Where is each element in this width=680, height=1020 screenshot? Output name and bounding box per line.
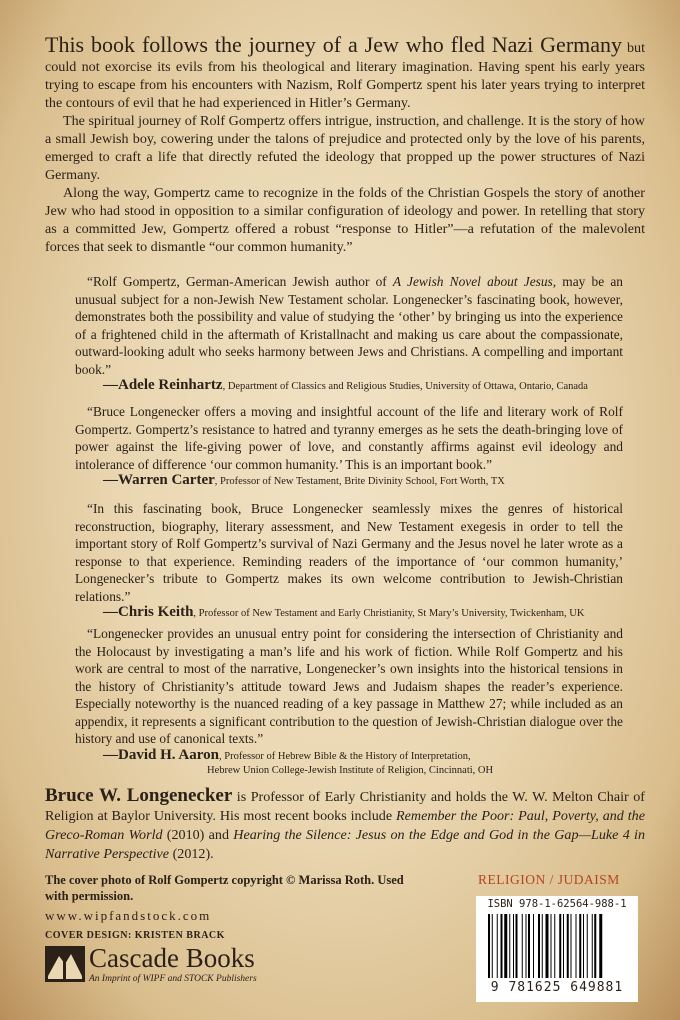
blurb-paragraph-1 <box>45 32 645 112</box>
endorsement-text: “Bruce Longenecker offers a moving and insightful account of the life and literary work of Rolf Gompertz. Gompertz’s resistance to hatred and tyranny emerges as he sets the death-bringing love of power against the life-giving power of love, and constantly affirms against evil ideology and intolerance of difference ‘our common humanity.’ This is an important book.” <box>75 404 623 472</box>
endorser-name: —Chris Keith <box>103 604 194 620</box>
publisher-logo <box>45 944 305 992</box>
bio-text-b: (2010) and <box>162 827 234 843</box>
blurb-lead: This book follows the journey of a Jew who fled Nazi Germany <box>45 32 623 57</box>
endorsement-keith <box>75 500 623 621</box>
endorser-name: —David H. Aaron <box>103 746 219 763</box>
endorser-name: —Warren Carter <box>103 472 215 488</box>
endorser-name: —Adele Reinhartz <box>103 377 223 393</box>
endorser-affiliation: , Professor of Hebrew Bible & the History of Interpretation, <box>219 750 471 762</box>
bio-text-a: is Professor of Early Christianity and holds the W. W. Melton Chair of Religion at Baylor University. His most recent books include <box>45 789 645 824</box>
mountain-waterfall-icon <box>45 946 85 982</box>
endorser-affiliation: , Department of Classics and Religious Studies, University of Ottawa, Ontario, Canada <box>222 381 588 392</box>
endorsement-text-b: , may be an unusual subject for a non-Jewish New Testament scholar. Longenecker’s fascinating book, however, demonstrates both the possibility and value of studying the ‘other’ by bringing us into the experience of a frightened child in the aftermath of Kristallnacht and making us care about the compassionate, outward-looking adult who seeks harmony between Jews and Christians. A compelling and important book.” <box>75 274 624 377</box>
endorser-affiliation: , Professor of New Testament, Brite Divinity School, Fort Worth, TX <box>214 476 505 487</box>
bio-book-2: Hearing the Silence: Jesus on the Edge and God in the Gap—Luke 4 in Narrative Perspective <box>45 827 645 862</box>
publisher-name: Cascade Books <box>89 943 255 973</box>
isbn-digits: 9 781625 649881 <box>490 980 624 995</box>
endorsement-text-a: “Rolf Gompertz, German-American Jewish author of <box>87 274 393 289</box>
endorser-affiliation: , Professor of New Testament and Early Christianity, St Mary’s University, Twickenham, UK <box>193 608 585 619</box>
endorsement-attribution <box>75 605 623 621</box>
endorsement-text: “In this fascinating book, Bruce Longenecker seamlessly mixes the genres of historical reconstruction, biography, literary assessment, and New Testament exegesis in order to tell the important story of Rolf Gompertz’s survival of Nazi Germany and the Jesus novel he later wrote as a response to that experience. Reminding readers of the importance of ‘our common humanity,’ Longenecker’s tribute to Gompertz makes its own welcome contribution to Jewish-Christian relations.” <box>75 501 623 604</box>
book-title-jewish-novel: A Jewish Novel about Jesus <box>392 274 553 289</box>
endorsement-attribution <box>75 473 623 489</box>
publisher-imprint: An Imprint of WIPF and STOCK Publishers <box>89 974 257 984</box>
blurb-p1-rest: but could not exorcise its evils from his theological and literary imagination. Having spent his early years trying to escape from his encounters with Nazism, Rolf Gompertz spent his later years trying to interpret the contours of evil that he had experienced in Hitler’s Germany. <box>45 40 645 111</box>
photo-credit: The cover photo of Rolf Gompertz copyright © Marissa Roth. Used with permission. <box>45 873 404 903</box>
cover-design-credit: COVER DESIGN: KRISTEN BRACK <box>45 930 225 941</box>
endorsement-attribution <box>75 748 623 764</box>
blurb-paragraph-3: Along the way, Gompertz came to recognize in the folds of the Christian Gospels the story of another Jew who had stood in opposition to a similar configuration of ideology and power. In retelling that story as a committed Jew, Gompertz offered a robust “response to Hitler”—a refutation of the malevolent forces that seek to dismantle “our common humanity.” <box>45 185 645 255</box>
author-bio <box>45 786 645 864</box>
endorsement-reinhartz <box>75 273 623 394</box>
isbn-barcode <box>476 896 638 1002</box>
bio-book-1: Remember the Poor: Paul, Poverty, and the Greco-Roman World <box>45 808 645 843</box>
endorsement-aaron <box>75 625 623 777</box>
blurb <box>45 32 645 256</box>
blurb-paragraph-2: The spiritual journey of Rolf Gompertz offers intrigue, instruction, and challenge. It is the story of how a small Jewish boy, cowering under the talons of prejudice and protected only by the love of his parents, emerged to craft a life that directly refuted the ideology that propped up the power structures of Nazi Germany. <box>45 113 645 183</box>
endorsement-attribution <box>75 378 623 394</box>
endorsement-text <box>75 273 623 378</box>
bio-text-c: (2012). <box>169 846 214 862</box>
barcode-icon <box>488 914 628 978</box>
isbn-label: ISBN 978-1-62564-988-1 <box>487 898 627 910</box>
author-name: Bruce W. Longenecker <box>45 785 233 806</box>
subject-category: RELIGION / JUDAISM <box>478 872 620 887</box>
endorsement-carter <box>75 403 623 489</box>
publisher-website: www.wipfandstock.com <box>45 908 212 923</box>
endorser-affiliation-line-2: Hebrew Union College-Jewish Institute of Religion, Cincinnati, OH <box>207 764 494 776</box>
endorsement-text: “Longenecker provides an unusual entry point for considering the intersection of Christianity and the Holocaust by investigating a man’s life and his work of fiction. While Rolf Gompertz and his work are central to most of the narrative, Longenecker’s own insights into the historical tensions in the history of Christianity’s attitude toward Jews and Judaism shapes the reader’s experience. Especially noteworthy is the nuanced reading of a key passage in Matthew 27; while included as an appendix, it represents a significant contribution to the question of Jewish-Christian dialogue over the history and use of canonical texts.” <box>75 626 623 746</box>
